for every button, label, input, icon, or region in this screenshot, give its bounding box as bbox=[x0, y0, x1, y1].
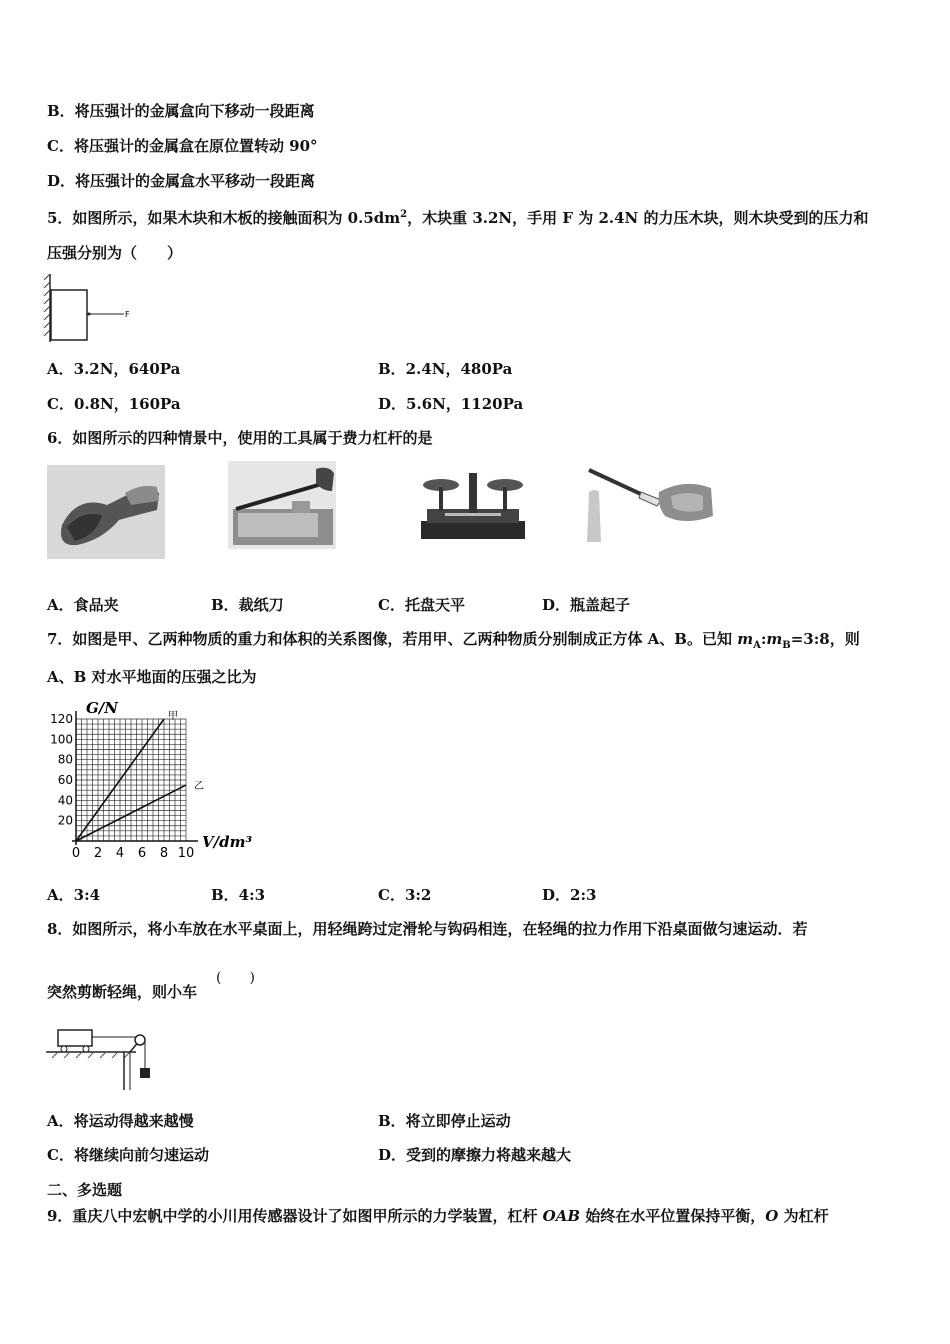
q8-stem-line1: 8．如图所示，将小车放在水平桌面上，用轻绳跨过定滑轮与钩码相连，在轻绳的拉力作用下沿桌面做匀速运动．若 bbox=[47, 920, 808, 938]
q5-stem-part2: ，木块重 3.2N，手用 F 为 2.4N 的力压木块，则木块受到的压力和 bbox=[407, 209, 869, 227]
q5-option-d: D．5.6N，1120Pa bbox=[378, 395, 524, 413]
q9-lever-oab: OAB bbox=[542, 1207, 581, 1225]
q6-option-b: B．裁纸刀 bbox=[211, 596, 284, 614]
q6-option-d: D．瓶盖起子 bbox=[542, 596, 631, 614]
q7-option-c: C．3:2 bbox=[378, 886, 432, 904]
bottle-opener-photo bbox=[585, 462, 717, 542]
q5-stem-line1 bbox=[47, 205, 868, 228]
x-tick-label: 8 bbox=[159, 846, 169, 861]
y-tick-label: 100 bbox=[50, 732, 73, 747]
q9-stem-line1 bbox=[47, 1206, 829, 1226]
q7-sub-a: A bbox=[753, 640, 761, 651]
q7-stem-line2: A、B 对水平地面的压强之比为 bbox=[47, 668, 257, 686]
q5-force-label: F bbox=[125, 310, 130, 319]
q7-m-b: m bbox=[766, 630, 783, 648]
q8-option-d: D．受到的摩擦力将越来越大 bbox=[378, 1146, 572, 1164]
x-tick-label: 6 bbox=[137, 846, 147, 861]
q8-option-c: C．将继续向前匀速运动 bbox=[47, 1146, 209, 1164]
q5-stem-sup: 2 bbox=[400, 209, 408, 220]
q7-m-a: m bbox=[737, 630, 754, 648]
y-tick-label: 40 bbox=[57, 793, 73, 808]
q5-stem-part1: 5．如图所示，如果木块和木板的接触面积为 0.5dm bbox=[47, 209, 401, 227]
y-tick-label: 20 bbox=[57, 813, 73, 828]
y-tick-label: 120 bbox=[50, 712, 73, 726]
q6-stem: 6．如图所示的四种情景中，使用的工具属于费力杠杆的是 bbox=[47, 429, 433, 447]
q4-option-c: C．将压强计的金属盒在原位置转动 90° bbox=[47, 137, 318, 155]
paper-cutter-photo bbox=[228, 461, 336, 549]
x-tick-label: 10 bbox=[177, 846, 195, 861]
q7-option-b: B．4:3 bbox=[211, 886, 266, 904]
x-tick-label: 4 bbox=[115, 846, 125, 861]
y-tick-label: 80 bbox=[57, 752, 73, 767]
q7-stem-part1: 7．如图是甲、乙两种物质的重力和体积的关系图像，若用甲、乙两种物质分别制成正方体 A、B。已知 bbox=[47, 630, 738, 648]
q7-ratio: =3:8，则 bbox=[790, 630, 860, 648]
food-tongs-photo bbox=[47, 465, 165, 559]
q8-answer-paren: ( ) bbox=[216, 970, 255, 986]
x-tick-label: 2 bbox=[93, 846, 103, 861]
series-label-2: 乙 bbox=[194, 781, 204, 793]
q8-option-b: B．将立即停止运动 bbox=[378, 1112, 511, 1130]
y-axis-label: G/N bbox=[86, 699, 118, 717]
balance-scale-photo bbox=[415, 463, 529, 543]
q7-sub-b: B bbox=[782, 640, 791, 651]
q9-point-o: O bbox=[765, 1207, 779, 1225]
q7-option-d: D．2:3 bbox=[542, 886, 597, 904]
q5-option-b: B．2.4N，480Pa bbox=[378, 360, 513, 378]
q9-stem-part1: 9．重庆八中宏帆中学的小川用传感器设计了如图甲所示的力学装置，杠杆 bbox=[47, 1207, 543, 1225]
series-label-1: 甲 bbox=[168, 711, 178, 722]
x-tick-label: 0 bbox=[71, 846, 81, 861]
q8-option-a: A．将运动得越来越慢 bbox=[47, 1112, 194, 1130]
q7-option-a: A．3:4 bbox=[47, 886, 101, 904]
cart-pulley-figure bbox=[44, 1022, 164, 1094]
q5-option-c: C．0.8N，160Pa bbox=[47, 395, 181, 413]
q4-option-b: B．将压强计的金属盒向下移动一段距离 bbox=[47, 102, 315, 120]
q9-stem-part3: 为杠杆 bbox=[778, 1207, 829, 1225]
gravity-volume-chart bbox=[44, 695, 264, 865]
section-multiple-choice-heading: 二、多选题 bbox=[47, 1181, 123, 1199]
q5-option-a: A．3.2N，640Pa bbox=[47, 360, 181, 378]
q7-colon: : bbox=[760, 630, 767, 648]
q6-option-c: C．托盘天平 bbox=[378, 596, 465, 614]
q8-stem-line2: 突然剪断轻绳，则小车 bbox=[47, 983, 198, 1001]
q7-stem-line1 bbox=[47, 629, 860, 656]
q6-option-a: A．食品夹 bbox=[47, 596, 119, 614]
q9-stem-part2: 始终在水平位置保持平衡， bbox=[580, 1207, 766, 1225]
y-tick-label: 60 bbox=[57, 773, 73, 787]
q5-stem-line2: 压强分别为（ ） bbox=[47, 244, 183, 262]
x-axis-label: V/dm³ bbox=[202, 833, 253, 851]
q4-option-d: D．将压强计的金属盒水平移动一段距离 bbox=[47, 172, 316, 190]
q5-wall-block-figure bbox=[44, 272, 140, 346]
